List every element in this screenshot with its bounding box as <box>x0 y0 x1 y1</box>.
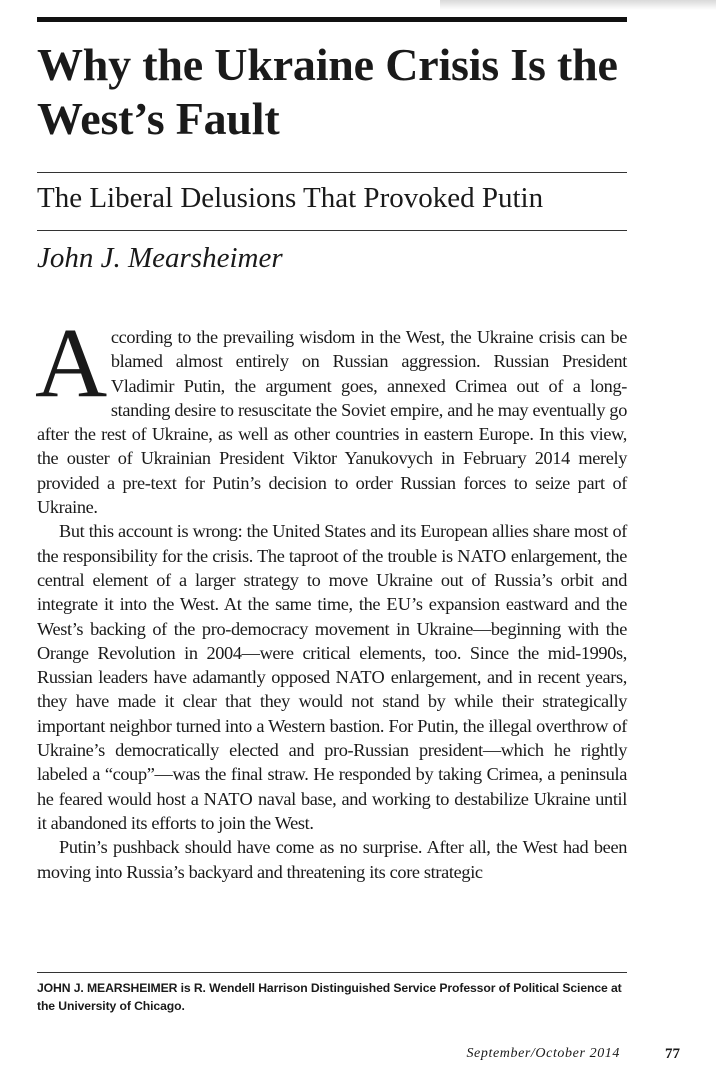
article-subtitle: The Liberal Delusions That Provoked Putin <box>37 182 544 214</box>
footnote-author-name: JOHN J. MEARSHEIMER <box>37 981 178 995</box>
page-number: 77 <box>665 1046 680 1062</box>
eu-abbrev: EU <box>386 594 412 615</box>
paragraph-3: Putin’s pushback should have come as no surprise. After all, the West had been moving into Russia’s backyard and threatening its core strategic <box>37 837 627 882</box>
author-bio-footnote <box>37 979 627 1015</box>
paragraph-2 <box>37 519 627 835</box>
paragraph-1-text: ccording to the prevailing wisdom in the West, the Ukraine crisis can be blamed almost entirely on Russian aggression. Russian President Vladimir Putin, the argument goes, annexed Crimea out of a long-standing desire to resuscitate the Soviet empire, and he may eventually go after the rest of Ukraine, as well as other countries in eastern Europe. In this view, the ouster of Ukrainian President Viktor Yanukovych in February 2014 merely provided a pre-text for Putin’s decision to order Russian forces to seize part of Ukraine. <box>37 327 627 518</box>
nato-abbrev: NATO <box>335 667 385 688</box>
paragraph-2-text-1: But this account is wrong: the United States and its European allies share most of the responsibility for the crisis. The taproot of the trouble is <box>37 521 627 566</box>
paragraph-2-text-2: enlargement, the central element of a larger strategy to move Ukraine out of Russia’s orbit and integrate it into the West. At the same time, the <box>37 545 627 615</box>
paragraph-2-text-4: enlargement, and in recent years, they have made it clear that they would not stand by while their strategically important neighbor turned into a Western bastion. For Putin, the illegal overthrow of Ukraine’s democratically elected and pro-Russian president—which he rightly labeled a “coup”—was the final straw. He responded by taking Crimea, a peninsula he feared would host a <box>37 667 627 809</box>
nato-abbrev: NATO <box>457 545 507 566</box>
subtitle-bottom-rule <box>37 230 627 231</box>
drop-cap: A <box>35 307 107 418</box>
subtitle-top-rule <box>37 172 627 173</box>
footnote-bio-text: is R. Wendell Harrison Distinguished Service Professor of Political Science at the University of Chicago. <box>37 981 622 1013</box>
paragraph-1 <box>35 307 627 519</box>
nato-abbrev: NATO <box>203 788 253 809</box>
issue-date: September/October 2014 <box>466 1046 620 1061</box>
top-rule <box>37 17 627 22</box>
article-body <box>35 307 628 884</box>
scan-edge-shadow <box>440 0 716 10</box>
paragraph-2-text-5: naval base, and working to destabilize Ukraine until it abandoned its efforts to join the West. <box>37 788 628 833</box>
article-author: John J. Mearsheimer <box>37 242 283 274</box>
footnote-rule <box>37 972 627 973</box>
article-title: Why the Ukraine Crisis Is the West’s Fault <box>37 39 618 144</box>
paragraph-2-text-3: ’s expansion eastward and the West’s backing of the pro-democracy movement in Ukraine—beginning with the Orange Revolution in 2004—were critical elements, too. Since the mid-1990s, Russian leaders have adamantly opposed <box>37 594 627 688</box>
